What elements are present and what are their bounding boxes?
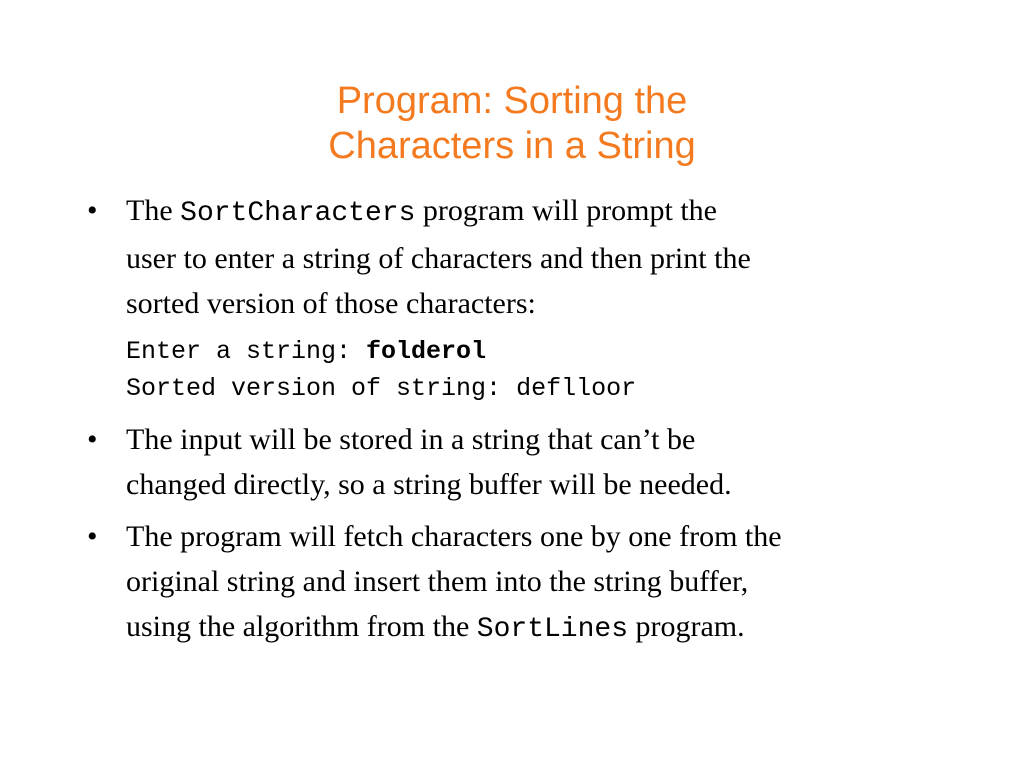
slide-body <box>83 188 983 659</box>
bullet-marker: • <box>87 423 98 456</box>
title-line-2: Characters in a String <box>328 125 696 167</box>
example-output-line: Sorted version of string: deflloor <box>126 374 637 403</box>
bullet-1-line-3: sorted version of those characters: <box>126 287 536 320</box>
bullet-2-line-1: The input will be stored in a string that can’t be <box>126 423 696 456</box>
bullet-3-text-post: program. <box>628 610 745 643</box>
bullet-1-line-2: user to enter a string of characters and then print the <box>126 242 751 275</box>
bullet-3-line-2: original string and insert them into the string buffer, <box>126 565 749 598</box>
bullet-2-line-2: changed directly, so a string buffer will be needed. <box>126 468 732 501</box>
bullet-item-2 <box>83 417 983 507</box>
bullet-item-1 <box>83 188 983 326</box>
example-input: folderol <box>366 337 487 366</box>
title-line-1: Program: Sorting the <box>336 80 688 122</box>
bullet-1-text-pre: The <box>126 194 181 227</box>
example-session <box>83 333 983 407</box>
bullet-3-text-pre: using the algorithm from the <box>126 610 477 643</box>
slide-title <box>0 79 1024 169</box>
bullet-item-3 <box>83 514 983 652</box>
program-name-sortlines: SortLines <box>476 614 629 645</box>
bullet-1-text-post: program will prompt the <box>415 194 718 227</box>
bullet-1-line-1 <box>126 188 983 236</box>
bullet-marker: • <box>87 520 98 553</box>
example-prompt: Enter a string: <box>126 337 367 366</box>
example-prompt-line <box>126 333 983 370</box>
bullet-3-line-1: The program will fetch characters one by one from the <box>126 520 782 553</box>
bullet-marker: • <box>87 194 98 227</box>
bullet-3-line-3 <box>126 604 983 652</box>
program-name-sortcharacters: SortCharacters <box>180 198 416 229</box>
